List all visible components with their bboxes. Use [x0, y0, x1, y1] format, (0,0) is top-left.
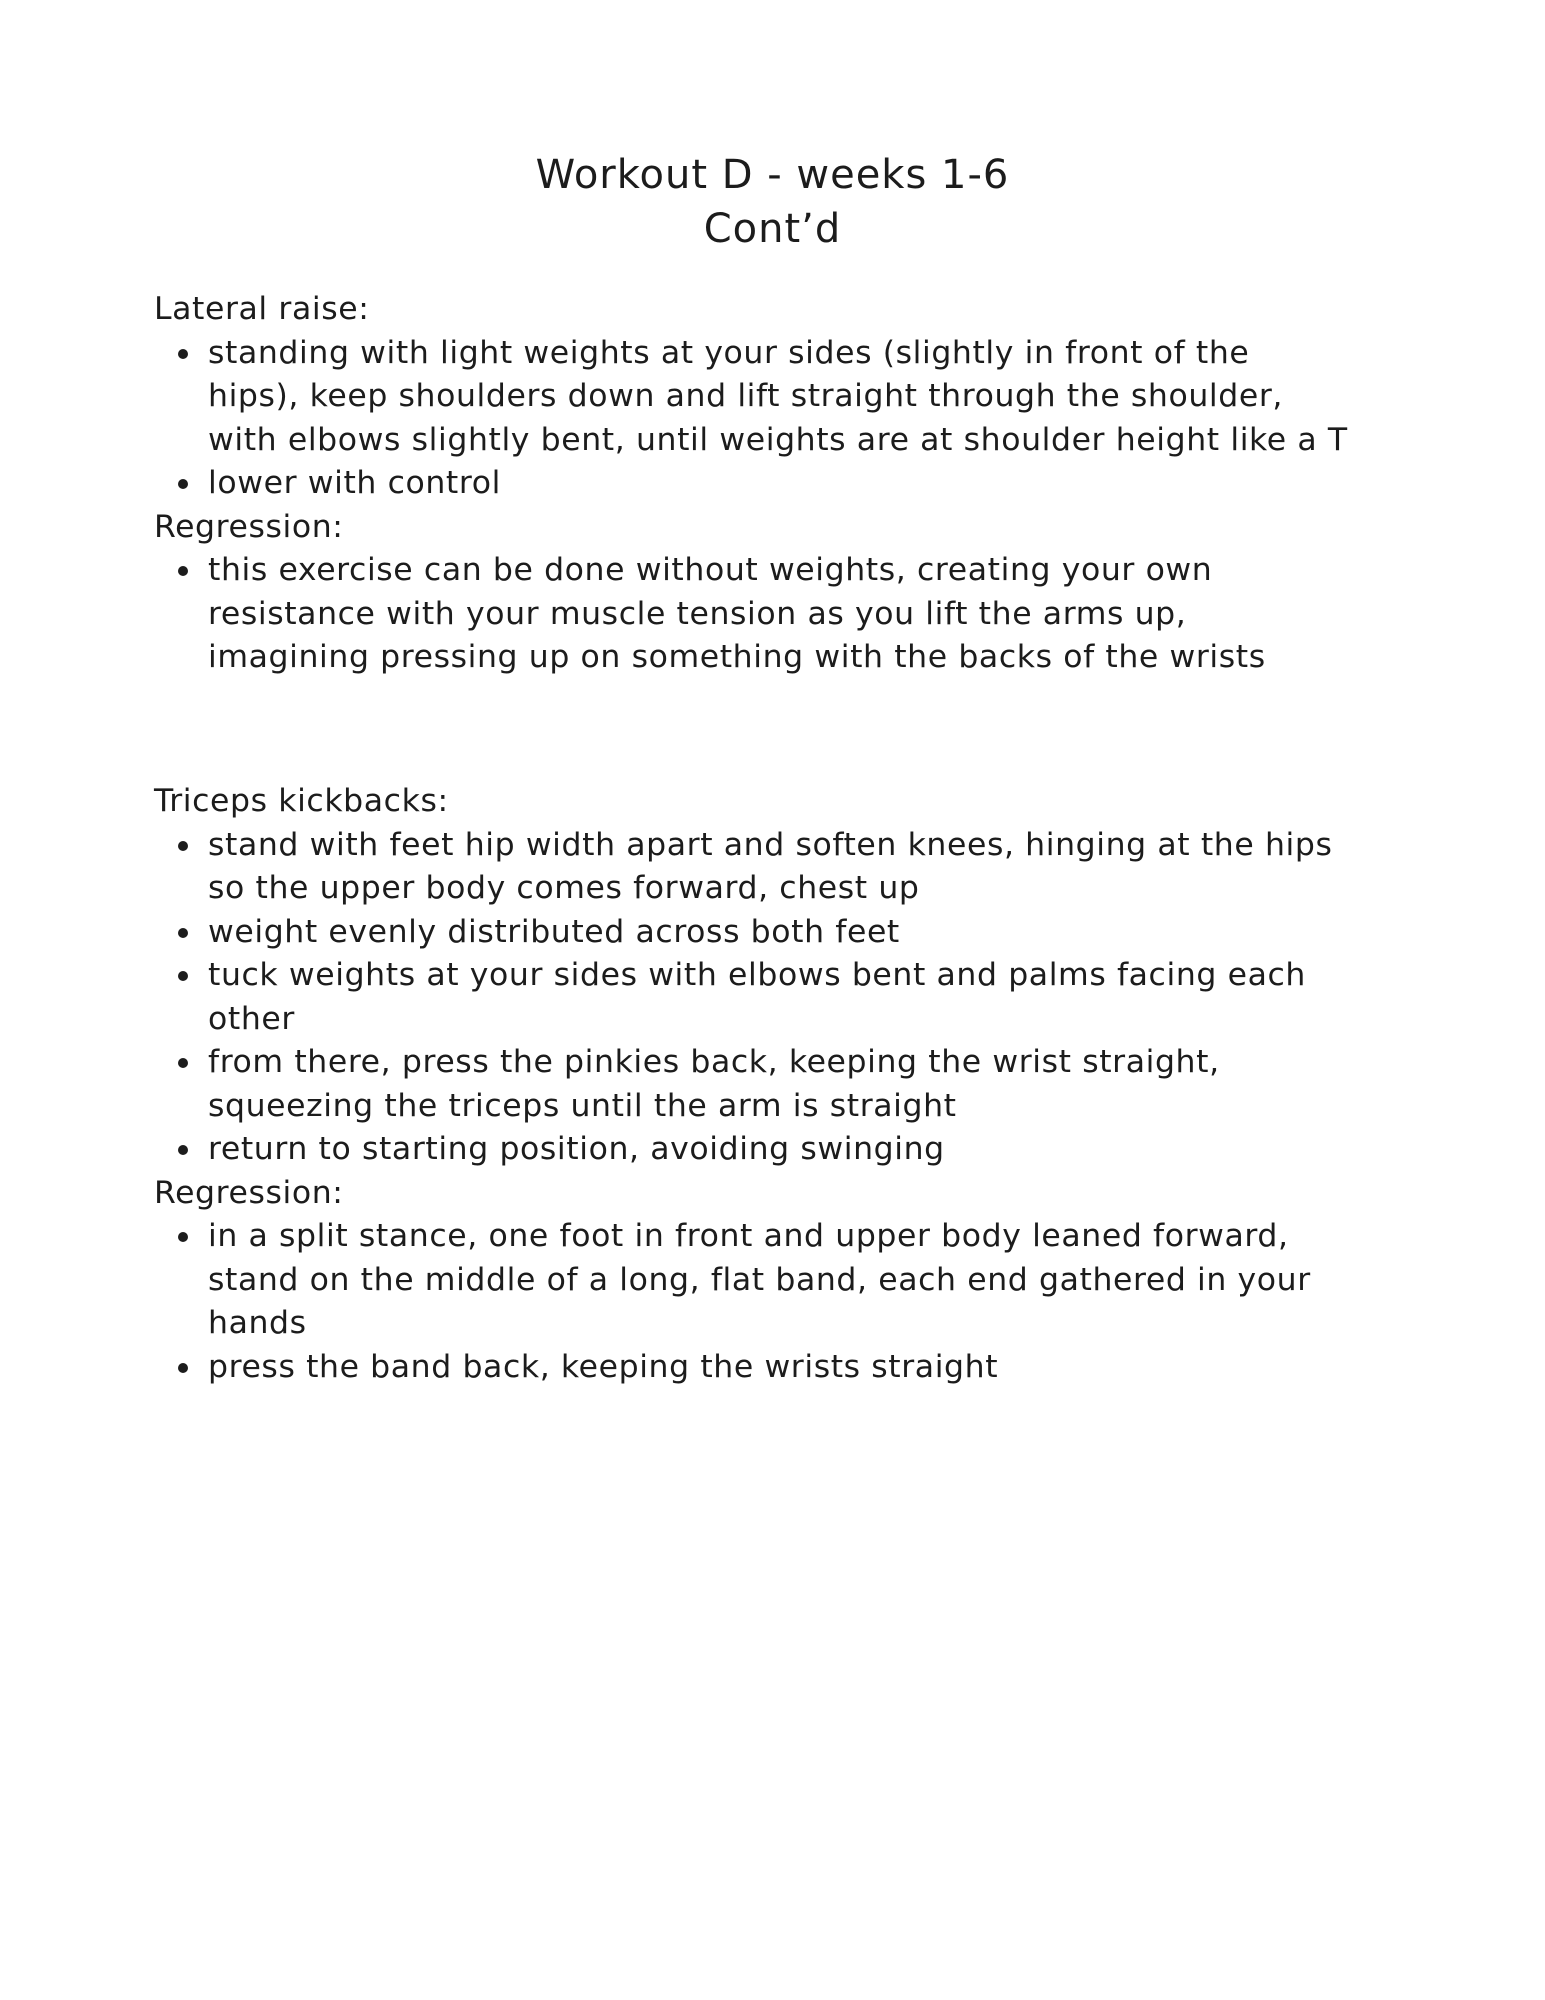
- list-item: [154, 911, 1399, 955]
- list-item-text: lower with control: [208, 465, 501, 501]
- list-item-text: other: [208, 1000, 295, 1037]
- list-item-text: with elbows slightly bent, until weights are at shoulder height like a T: [208, 421, 1348, 458]
- page-subtitle: Cont’d: [703, 206, 842, 252]
- list-item-text: in a split stance, one foot in front and upper body leaned forward,: [208, 1218, 1289, 1254]
- list-item-text: imagining pressing up on something with the backs of the wrists: [208, 639, 1266, 675]
- list-item-text: squeezing the triceps until the arm is straight: [208, 1087, 957, 1124]
- lateral-raise-regression-steps: [154, 549, 1399, 680]
- section-heading: Lateral raise:: [154, 291, 370, 327]
- list-item-text: stand on the middle of a long, flat band, each end gathered in your: [208, 1261, 1311, 1298]
- list-item-text: stand with feet hip width apart and soften knees, hinging at the hips: [208, 826, 1333, 863]
- triceps-kickbacks-steps: [154, 824, 1399, 1172]
- list-item-text: this exercise can be done without weights, creating your own: [208, 552, 1213, 588]
- list-item: [154, 1041, 1399, 1128]
- list-item-text: standing with light weights at your sides (slightly in front of the: [208, 334, 1250, 371]
- page-title: Workout D - weeks 1-6: [535, 152, 1010, 198]
- list-item-text: weight evenly distributed across both feet: [208, 913, 900, 950]
- list-item-text: tuck weights at your sides with elbows bent and palms facing each: [208, 957, 1306, 993]
- list-item-text: resistance with your muscle tension as you lift the arms up,: [208, 595, 1187, 632]
- list-item: [154, 462, 1399, 506]
- list-item: [154, 954, 1399, 1041]
- list-item: [154, 1128, 1399, 1172]
- list-item: [154, 824, 1399, 911]
- section-heading: Triceps kickbacks:: [154, 783, 449, 819]
- list-item-text: from there, press the pinkies back, keeping the wrist straight,: [208, 1044, 1220, 1080]
- triceps-kickbacks-regression-steps: [154, 1215, 1399, 1389]
- list-item-text: return to starting position, avoiding swinging: [208, 1131, 945, 1167]
- lateral-raise-steps: [154, 332, 1399, 506]
- list-item: [154, 1215, 1399, 1346]
- list-item-text: hands: [208, 1305, 307, 1341]
- triceps-kickbacks-section: [154, 780, 1399, 1389]
- list-item-text: so the upper body comes forward, chest up: [208, 870, 920, 906]
- regression-heading: Regression:: [154, 508, 344, 545]
- list-item: [154, 549, 1399, 680]
- list-item: [154, 1346, 1399, 1390]
- list-item: [154, 332, 1399, 463]
- lateral-raise-section: [154, 288, 1399, 680]
- list-item-text: hips), keep shoulders down and lift straight through the shoulder,: [208, 378, 1284, 414]
- list-item-text: press the band back, keeping the wrists straight: [208, 1348, 999, 1385]
- regression-heading: Regression:: [154, 1174, 344, 1211]
